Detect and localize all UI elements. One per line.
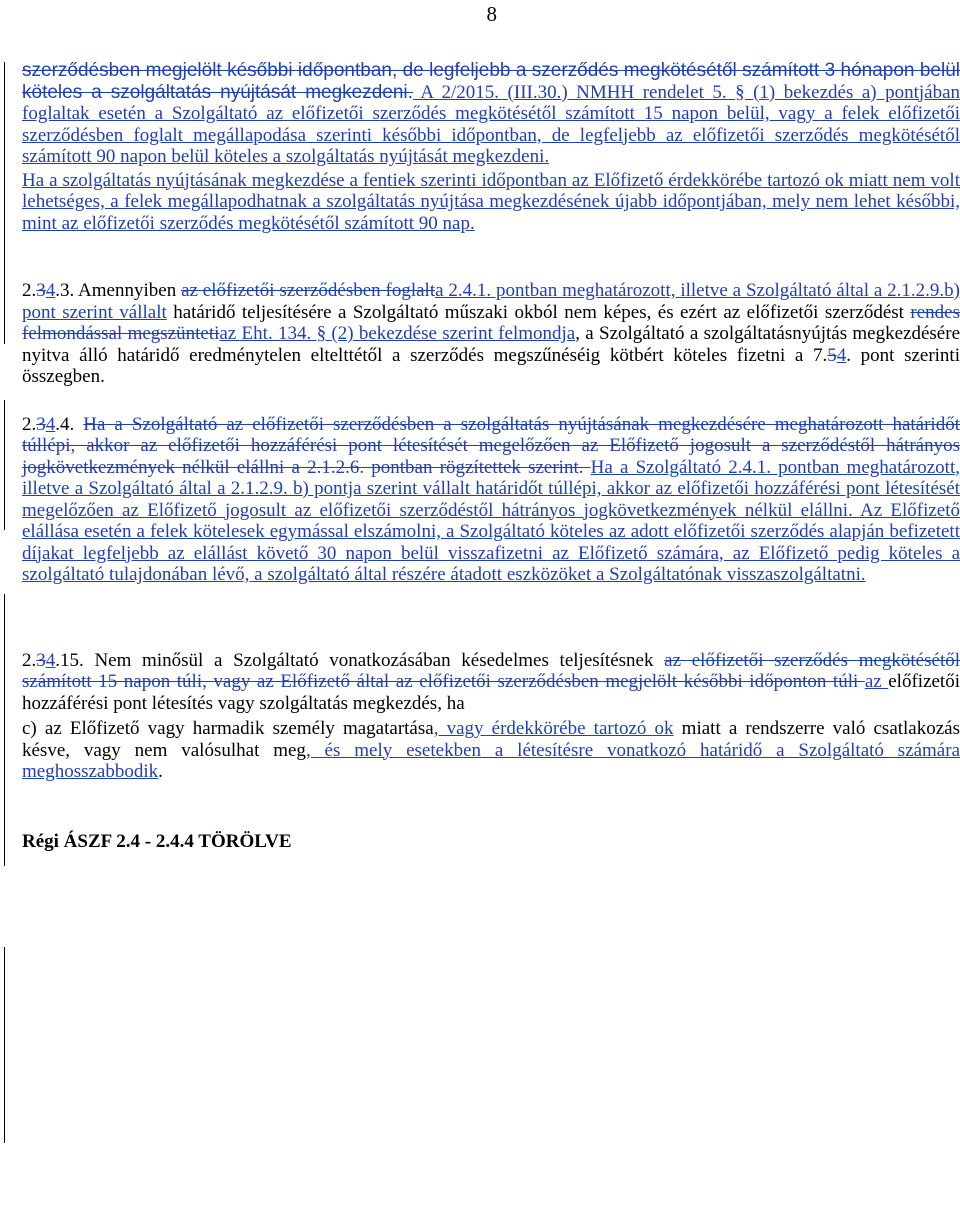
body-text: , a Szolgáltató a szolgáltatásnyújtás megkezdésére nyitva álló határidő eredménytelen eltelttétől a szerződés megszűnéséig kötbért köteles fizetni a 7.: [22, 323, 960, 366]
inserted-text: Ha a Szolgáltató 2.4.1. pontban meghatározott, illetve a Szolgáltató által a 2.1.2.9. b) pontja szerint vállalt határidőt túllépi, akkor az előfizetői hozzáférési pont létesítését megelőzően az Előfizető jogosult az előfizetői szerződéstől hátrányos jogkövetkezmények nélkül elállni. Az Előfizető elállása esetén a felek kötelesek egymással elszámolni, a Szolgáltató köteles az adott előfizetői szerződés alapján befizetett díjakat legfeljebb az elállást követő 30 napon belül visszafizetni az Előfizető számára, az Előfizető pedig köteles a szolgáltató tulajdonában lévő, a szolgáltató által részére átadott eszközöket a Szolgáltatónak visszaszolgáltatni.: [22, 456, 960, 585]
body-text: c) az Előfizető vagy harmadik személy magatartása: [22, 718, 434, 739]
section-number: 2.: [22, 649, 37, 671]
deleted-text: 3: [36, 649, 46, 671]
inserted-text: az Eht. 134. § (2) bekezdése szerint felmondja: [219, 323, 576, 344]
section-2-3-4-3: [22, 280, 960, 388]
inserted-text: 4: [836, 344, 847, 366]
deleted-text: 3: [36, 413, 46, 435]
body-text: .15. Nem minősül a Szolgáltató vonatkozásában késedelmes teljesítésnek: [55, 649, 665, 671]
paragraph-intro-2: [22, 170, 960, 235]
body-text: .: [158, 761, 163, 782]
change-bar: [4, 594, 5, 866]
document-body: [22, 60, 960, 852]
change-bar: [4, 62, 5, 344]
inserted-text: , és mely esetekben a létesítésre vonatkozó határidő a Szolgáltató számára meghosszabbodik: [22, 739, 960, 782]
inserted-text: A 2/2015. (III.30.) NMHH rendelet 5. § (1) bekezdés a) pontjában foglaltak esetén a Szolgáltató az előfizetői szerződés megkötésétől számított 15 napon belül, vagy a felek előfizetői szerződésben foglalt megállapodása szerinti későbbi időpontban, de legfeljebb az előfizetői szerződés megkötésétől számított 90 napon belül köteles a szolgáltatás nyújtását megkezdeni.: [22, 81, 960, 167]
body-text: . pont szerinti összegben.: [22, 344, 960, 387]
inserted-text: Ha a szolgáltatás nyújtásának megkezdése a fentiek szerinti időpontban az Előfizető érdekkörébe tartozó ok miatt nem volt lehetséges, a felek megállapodhatnak a szolgáltatás nyújtása megkezdésének újabb időpontjában, mely nem lehet későbbi, mint az előfizetői szerződés megkötésétől számított 90 nap.: [22, 169, 960, 234]
inserted-text: 4: [45, 649, 56, 671]
inserted-text: a 2.4.1. pontban meghatározott, illetve a Szolgáltató által a 2.1.2.9.b) pont szerint vállalt: [22, 280, 960, 323]
deleted-text: 3: [36, 280, 46, 301]
section-number: 2.: [22, 413, 37, 435]
inserted-text: 4: [45, 280, 56, 301]
inserted-text: , vagy érdekkörébe tartozó ok: [433, 718, 674, 739]
deleted-text: 5: [827, 344, 837, 366]
page-number: 8: [486, 2, 497, 26]
list-item-c: [22, 718, 960, 783]
section-number: 2.: [22, 280, 37, 301]
deleted-text: Ha a Szolgáltató az előfizetői szerződésben a szolgáltatás nyújtásának megkezdésére meghatározott határidőt túllépi, akkor az előfizetői hozzáférési pont létesítését megelőzően az Előfizető jogosult a szerződéstől hátrányos jogkövetkezmények nélkül elállni a 2.1.2.6. pontban rögzítettek szerint.: [22, 413, 960, 478]
change-bar: [4, 400, 5, 530]
section-2-3-4-4: [22, 414, 960, 586]
deleted-text: az előfizetői szerződés megkötésétől számított 15 napon túli, vagy az Előfizető által az előfizetői szerződésben megjelölt későbbi időponton túli: [22, 649, 960, 692]
body-text: .3. Amennyiben: [55, 280, 182, 301]
inserted-text: 4: [45, 413, 56, 435]
paragraph-intro: [22, 60, 960, 168]
deleted-text: szerződésben megjelölt későbbi időpontban, de legfeljebb a szerződés megkötésétől számított 3 hónapon belül köteles a szolgáltatás nyújtását megkezdeni.: [22, 60, 960, 103]
section-2-3-4-15: [22, 650, 960, 715]
body-text: határidő teljesítésére a Szolgáltató műszaki okból nem képes, és ezért az előfizetői szerződést: [166, 301, 911, 323]
body-text: előfizetői hozzáférési pont létesítés vagy szolgáltatás megkezdés, ha: [22, 671, 960, 714]
inserted-text: az: [864, 671, 889, 692]
deleted-text: rendes felmondással megszünteti: [22, 301, 960, 344]
body-text: .4.: [55, 413, 84, 435]
deleted-text: az előfizetői szerződésben foglalt: [181, 280, 436, 301]
deleted-section-heading: Régi ÁSZF 2.4 - 2.4.4 TÖRÖLVE: [22, 830, 292, 852]
body-text: miatt a rendszerre való csatlakozás késve, vagy nem valósulhat meg: [22, 718, 960, 761]
change-bar: [4, 947, 5, 1143]
